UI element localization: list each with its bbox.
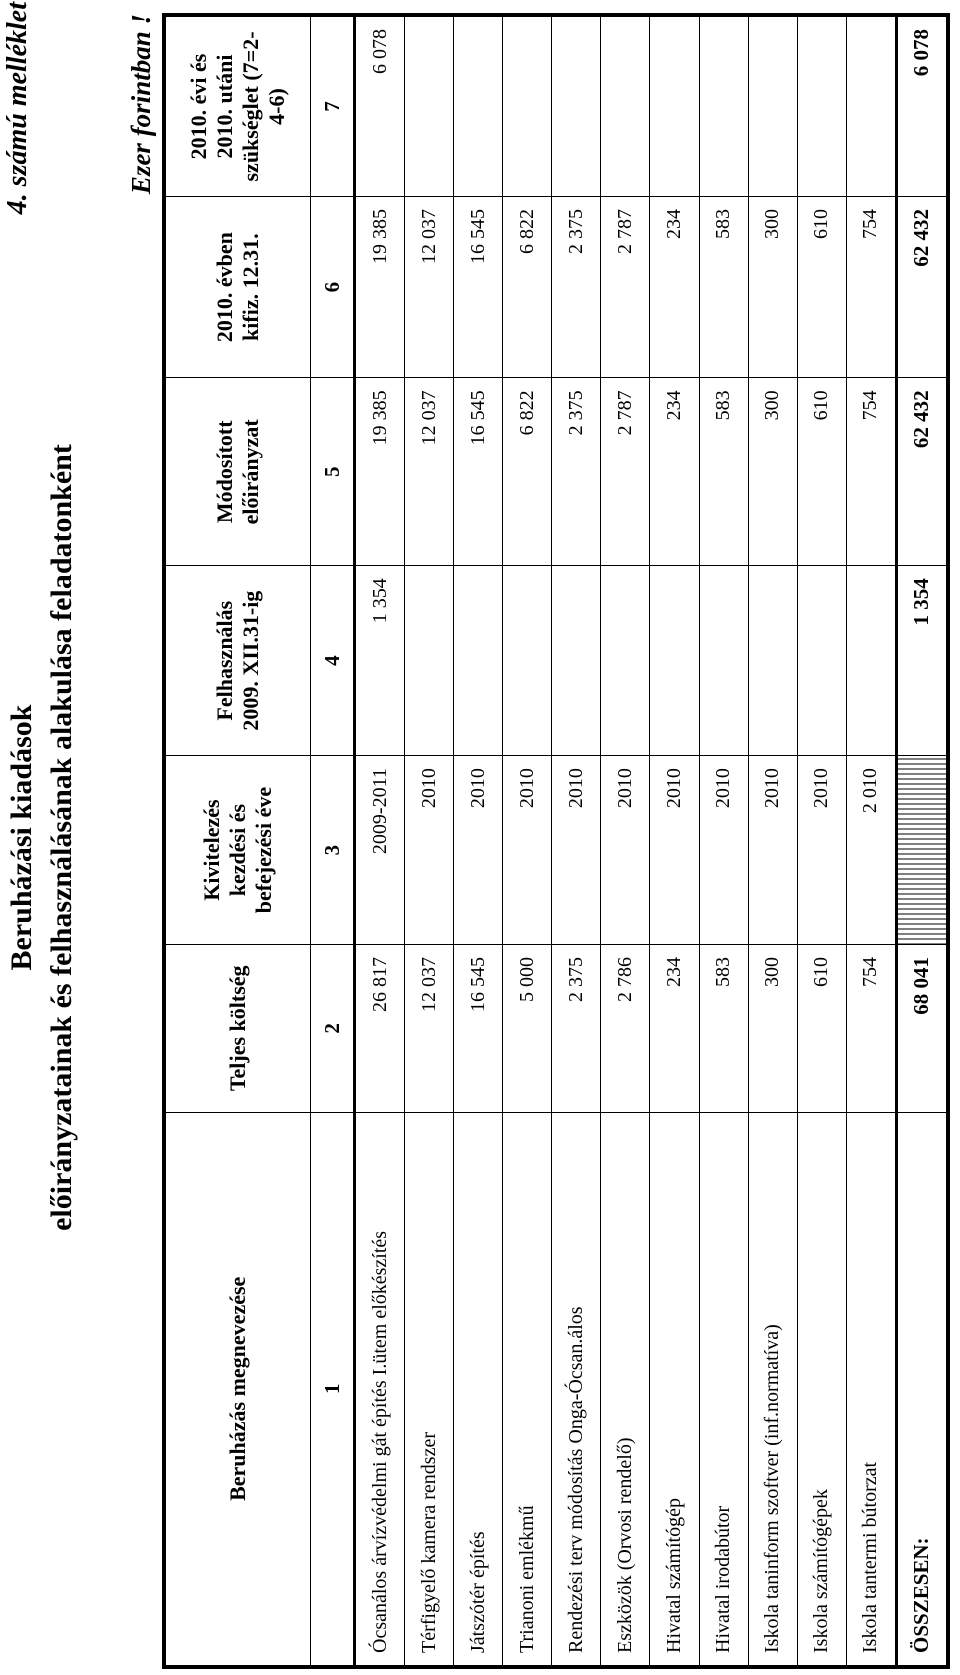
table-cell: 754	[846, 196, 896, 377]
table-cell: 2010	[405, 756, 454, 945]
column-header-modified-budget: Módosított előirányzat	[164, 378, 311, 566]
page-title: Beruházási kiadások	[5, 704, 38, 971]
table-cell	[601, 566, 650, 756]
annex-label: 4. számú melléklet	[2, 2, 33, 215]
table-row	[797, 15, 846, 1667]
table-cell: 2010	[601, 756, 650, 945]
table-cell: Hivatal számítógép	[650, 1112, 699, 1667]
table-cell	[454, 15, 503, 196]
table-cell: 2010	[699, 756, 748, 945]
table-cell: Játszótér építés	[454, 1112, 503, 1667]
table-cell: 2010	[552, 756, 601, 945]
table-cell: 16 545	[454, 945, 503, 1113]
table-cell: 2 375	[552, 945, 601, 1113]
table-cell: 2009-2011	[355, 756, 405, 945]
table-row	[355, 15, 405, 1667]
table-cell: 234	[650, 196, 699, 377]
table-cell	[650, 566, 699, 756]
table-cell: 300	[748, 945, 797, 1113]
table-cell	[797, 566, 846, 756]
page-subtitle: előirányzatainak és felhasználásának alakulása feladatonként	[45, 444, 78, 1231]
table-cell: 6 078	[355, 15, 405, 196]
table-cell	[699, 566, 748, 756]
total-cell: 6 078	[896, 15, 948, 196]
table-cell	[748, 15, 797, 196]
table-row	[650, 15, 699, 1667]
unit-note: Ezer forintban !	[126, 14, 156, 195]
table-cell: 6 822	[503, 196, 552, 377]
table-cell: 2 010	[846, 756, 896, 945]
table-cell: 16 545	[454, 378, 503, 566]
table-cell: 12 037	[405, 945, 454, 1113]
column-header-used-2009: Felhasználás 2009. XII.31-ig	[164, 566, 311, 756]
column-number: 1	[311, 1112, 355, 1667]
table-cell: 754	[846, 378, 896, 566]
column-header-paid-2010: 2010. évben kifiz. 12.31.	[164, 196, 311, 377]
table-cell: 2010	[503, 756, 552, 945]
table-cell: Iskola taninform szoftver (inf.normatíva)	[748, 1112, 797, 1667]
table-cell: Iskola számítógépek	[797, 1112, 846, 1667]
table-cell	[797, 15, 846, 196]
column-number: 2	[311, 945, 355, 1113]
column-number: 4	[311, 566, 355, 756]
column-number: 7	[311, 15, 355, 196]
table-cell	[405, 566, 454, 756]
column-number-row	[311, 15, 355, 1667]
column-header-total-cost: Teljes költség	[164, 945, 311, 1113]
table-row	[846, 15, 896, 1667]
table-cell: 2 375	[552, 378, 601, 566]
table-cell	[650, 15, 699, 196]
table-cell	[601, 15, 650, 196]
total-cell: 62 432	[896, 196, 948, 377]
investment-table	[162, 13, 950, 1669]
column-number: 5	[311, 378, 355, 566]
table-cell	[405, 15, 454, 196]
table-cell: 234	[650, 945, 699, 1113]
column-header-need: 2010. évi és 2010. utáni szükséglet (7=2-4-6)	[164, 15, 311, 196]
total-cell: 62 432	[896, 378, 948, 566]
table-cell: 2 787	[601, 378, 650, 566]
table-cell: Iskola tantermi bútorzat	[846, 1112, 896, 1667]
total-row	[896, 15, 948, 1667]
table-cell	[699, 15, 748, 196]
table-cell: 2010	[454, 756, 503, 945]
table-cell: 2010	[748, 756, 797, 945]
table-cell: 6 822	[503, 378, 552, 566]
table-cell: 1 354	[355, 566, 405, 756]
table-cell: Hivatal irodabútor	[699, 1112, 748, 1667]
table-cell: Eszközök (Orvosi rendelő)	[601, 1112, 650, 1667]
table-row	[454, 15, 503, 1667]
table-row	[405, 15, 454, 1667]
table-cell	[552, 15, 601, 196]
table-row	[748, 15, 797, 1667]
table-cell: 26 817	[355, 945, 405, 1113]
table-cell	[846, 15, 896, 196]
table-row	[699, 15, 748, 1667]
column-header-name: Beruházás megnevezése	[164, 1112, 311, 1667]
table-cell	[846, 566, 896, 756]
table-cell: Rendezési terv módosítás Onga-Ócsan.álos	[552, 1112, 601, 1667]
total-cell: 1 354	[896, 566, 948, 756]
table-cell: 2 787	[601, 196, 650, 377]
table-cell	[503, 15, 552, 196]
table-cell: 583	[699, 945, 748, 1113]
hatched-cell	[896, 756, 948, 945]
table-cell: 2010	[797, 756, 846, 945]
table-cell: 2010	[650, 756, 699, 945]
table-cell: 2 375	[552, 196, 601, 377]
total-cell: 68 041	[896, 945, 948, 1113]
table-cell	[454, 566, 503, 756]
table-cell: 583	[699, 378, 748, 566]
table-cell: 5 000	[503, 945, 552, 1113]
column-number: 6	[311, 196, 355, 377]
table-cell: 610	[797, 945, 846, 1113]
table-cell: Térfigyelő kamera rendszer	[405, 1112, 454, 1667]
table-cell: 19 385	[355, 378, 405, 566]
table-row	[601, 15, 650, 1667]
header-row	[164, 15, 311, 1667]
total-label: ÖSSZESEN:	[896, 1112, 948, 1667]
table-cell: 2 786	[601, 945, 650, 1113]
table-cell	[552, 566, 601, 756]
table-cell: 12 037	[405, 378, 454, 566]
column-number: 3	[311, 756, 355, 945]
table-cell: 610	[797, 378, 846, 566]
table-row	[503, 15, 552, 1667]
table-cell: Trianoni emlékmű	[503, 1112, 552, 1667]
table-cell: 16 545	[454, 196, 503, 377]
table-cell: 300	[748, 378, 797, 566]
table-cell: 754	[846, 945, 896, 1113]
table-cell: 12 037	[405, 196, 454, 377]
table-cell: 300	[748, 196, 797, 377]
table-row	[552, 15, 601, 1667]
table-cell: 234	[650, 378, 699, 566]
table-cell	[503, 566, 552, 756]
table-cell: 610	[797, 196, 846, 377]
table-cell	[748, 566, 797, 756]
table-cell: Ócsanálos árvízvédelmi gát építés I.ütem előkészítés	[355, 1112, 405, 1667]
table-cell: 583	[699, 196, 748, 377]
table-cell: 19 385	[355, 196, 405, 377]
column-header-years: Kivitelezés kezdési és befejezési éve	[164, 756, 311, 945]
